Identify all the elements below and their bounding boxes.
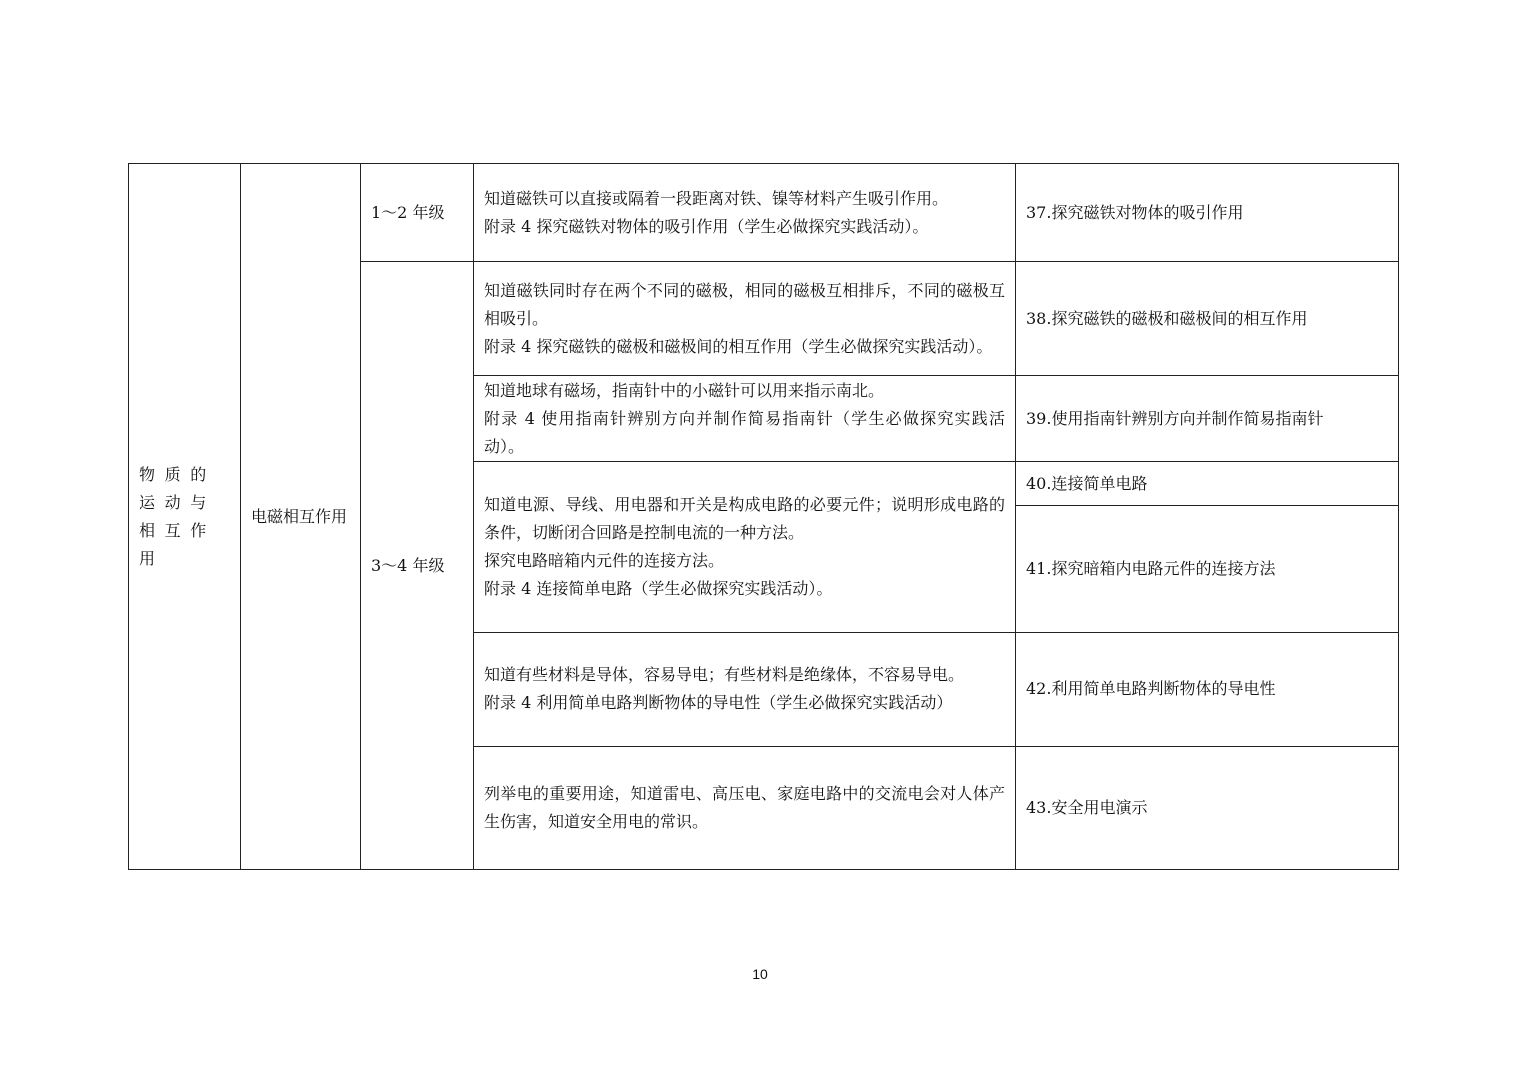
activity-cell: 43.安全用电演示 <box>1016 746 1399 869</box>
topic-cell: 物质的运动与相互作用 <box>129 164 241 870</box>
appendix-text: 附录 4 探究磁铁对物体的吸引作用（学生必做探究实践活动）。 <box>484 216 929 236</box>
requirement-cell <box>474 164 1016 262</box>
page-number: 10 <box>752 966 768 982</box>
requirement-text: 知道有些材料是导体，容易导电；有些材料是绝缘体，不容易导电。 <box>484 665 965 685</box>
requirement-cell <box>474 632 1016 746</box>
appendix-text: 附录 4 使用指南针辨别方向并制作简易指南针（学生必做探究实践活动）。 <box>484 408 1005 456</box>
requirement-cell <box>474 376 1016 462</box>
requirement-text-2: 探究电路暗箱内元件的连接方法。 <box>484 551 725 570</box>
appendix-text: 附录 4 连接简单电路（学生必做探究实践活动）。 <box>484 579 833 598</box>
appendix-text: 附录 4 利用简单电路判断物体的导电性（学生必做探究实践活动） <box>484 693 953 713</box>
requirement-text: 知道磁铁同时存在两个不同的磁极，相同的磁极互相排斥，不同的磁极互相吸引。 <box>484 280 1005 328</box>
grade-cell-3-4: 3～4 年级 <box>361 262 474 870</box>
curriculum-table <box>128 163 1399 870</box>
appendix-text: 附录 4 探究磁铁的磁极和磁极间的相互作用（学生必做探究实践活动）。 <box>484 336 993 356</box>
requirement-text: 知道磁铁可以直接或隔着一段距离对铁、镍等材料产生吸引作用。 <box>484 188 949 208</box>
activity-cell: 38.探究磁铁的磁极和磁极间的相互作用 <box>1016 262 1399 376</box>
activity-cell: 39.使用指南针辨别方向并制作简易指南针 <box>1016 376 1399 462</box>
requirement-cell <box>474 262 1016 376</box>
requirement-cell <box>474 462 1016 632</box>
requirement-cell <box>474 746 1016 869</box>
requirement-text: 列举电的重要用途，知道雷电、高压电、家庭电路中的交流电会对人体产生伤害，知道安全用电的常识。 <box>484 783 1005 831</box>
activity-cell: 42.利用简单电路判断物体的导电性 <box>1016 632 1399 746</box>
subtopic-cell: 电磁相互作用 <box>241 164 361 870</box>
grade-cell-1-2: 1～2 年级 <box>361 164 474 262</box>
activity-cell: 40.连接简单电路 <box>1016 462 1399 506</box>
activity-cell: 41.探究暗箱内电路元件的连接方法 <box>1016 506 1399 632</box>
activity-cell: 37.探究磁铁对物体的吸引作用 <box>1016 164 1399 262</box>
requirement-text: 知道地球有磁场，指南针中的小磁针可以用来指示南北。 <box>484 380 885 400</box>
requirement-text: 知道电源、导线、用电器和开关是构成电路的必要元件；说明形成电路的条件，切断闭合回路是控制电流的一种方法。 <box>484 495 1005 542</box>
table-row <box>129 164 1399 262</box>
